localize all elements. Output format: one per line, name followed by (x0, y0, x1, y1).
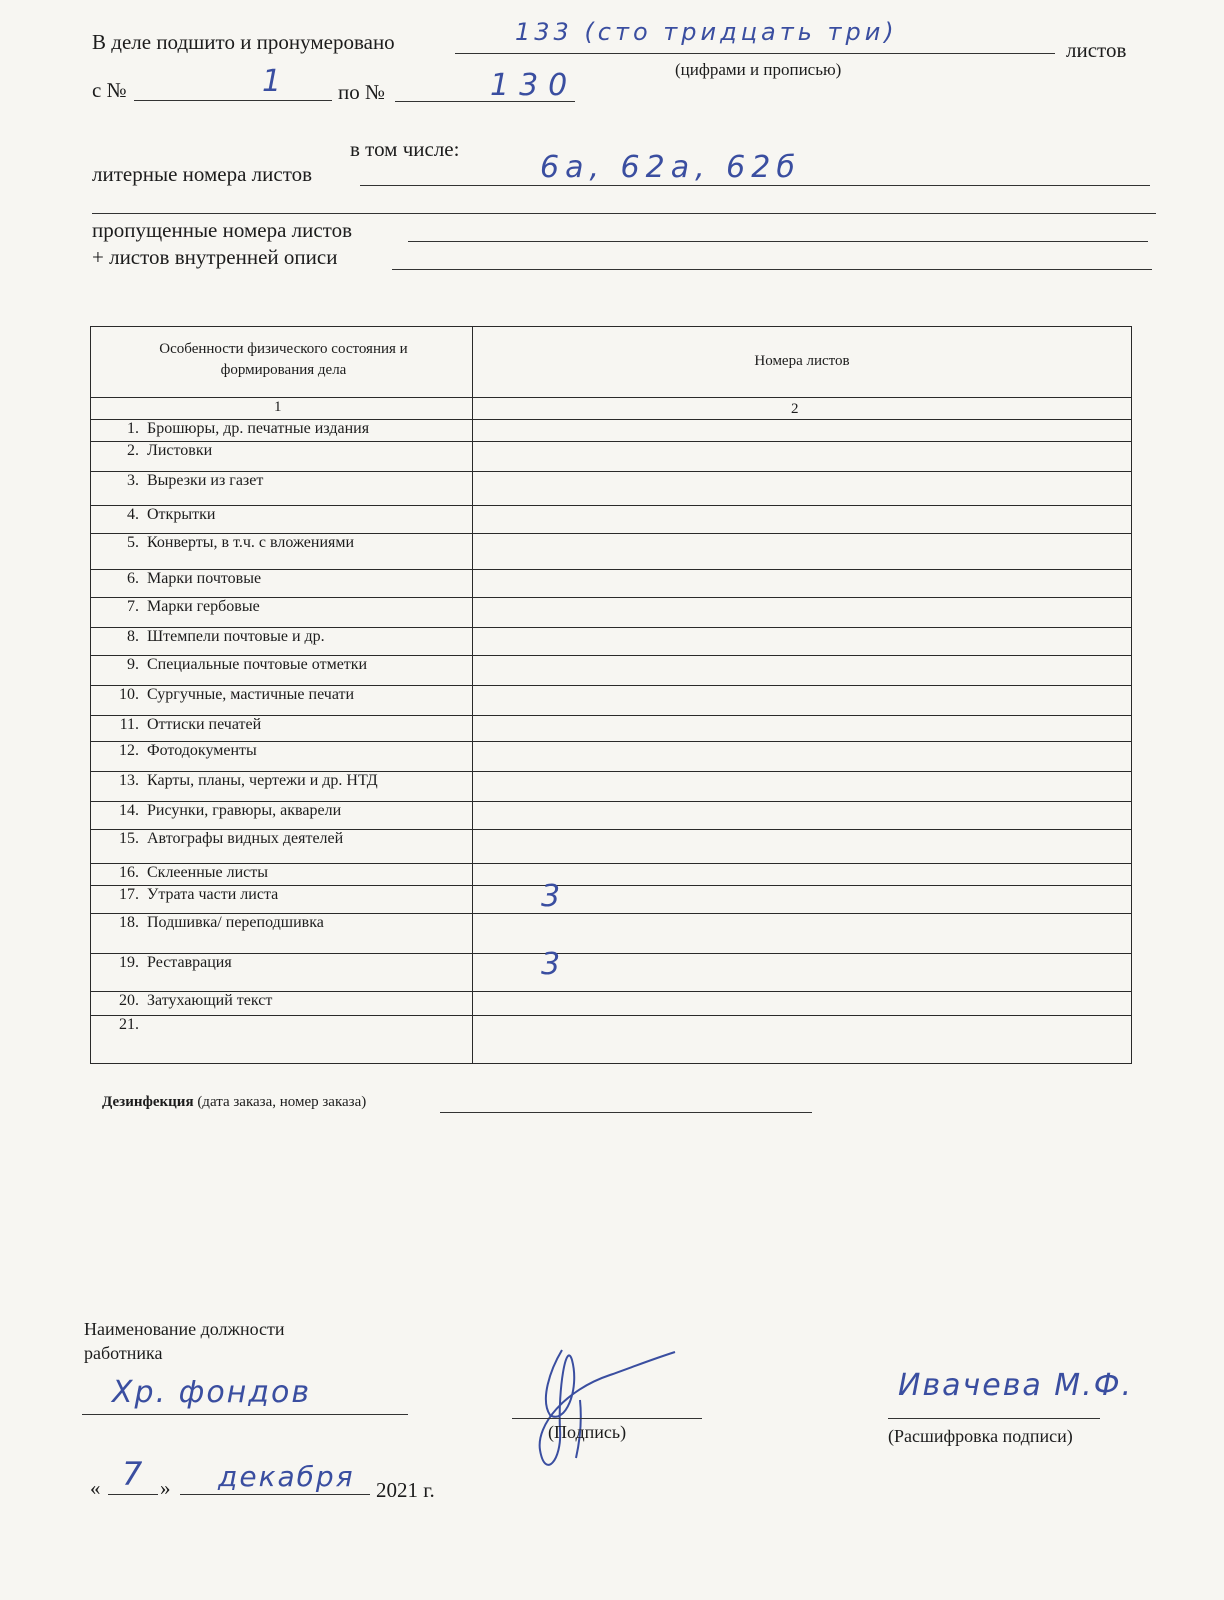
from-value: 1 (262, 64, 286, 99)
including-label: в том числе: (350, 137, 460, 161)
row-text: Марки почтовые (147, 570, 262, 587)
row-number: 4. (127, 506, 139, 523)
table-row (91, 627, 1131, 656)
row-text: Рисунки, гравюры, акварели (147, 802, 342, 819)
sheets-label: листов (1066, 38, 1127, 62)
table-row (91, 801, 1131, 830)
row-sheet-numbers: 3 (541, 947, 561, 982)
row-sheet-numbers: 3 (541, 879, 561, 914)
signature-line (512, 1418, 702, 1419)
missing-label: пропущенные номера листов (92, 218, 352, 242)
table-row (91, 771, 1131, 802)
table-row (91, 913, 1131, 954)
date-day: 7 (122, 1455, 147, 1493)
row-text: Карты, планы, чертежи и др. НТД (147, 772, 378, 789)
sewn-hint: (цифрами и прописью) (675, 60, 842, 79)
row-number: 6. (127, 570, 139, 587)
decode-value: Ивачева М.Ф. (898, 1368, 1134, 1403)
decode-label: (Расшифровка подписи) (888, 1426, 1073, 1446)
table-row (91, 715, 1131, 742)
row-text: Склеенные листы (147, 864, 268, 881)
table-header (91, 327, 1131, 398)
col1-number: 1 (274, 399, 282, 415)
sewn-label: В деле подшито и пронумеровано (92, 30, 395, 54)
row-number: 19. (119, 954, 139, 971)
table-row (91, 419, 1131, 442)
table-row (91, 1015, 1131, 1037)
row-number: 5. (127, 534, 139, 551)
row-number: 21. (119, 1016, 139, 1033)
row-number: 1. (127, 420, 139, 437)
row-text: Листовки (147, 442, 213, 459)
row-number: 8. (127, 628, 139, 645)
disinfection-label (102, 1094, 366, 1111)
row-number: 15. (119, 830, 139, 847)
row-number: 7. (127, 598, 139, 615)
position-label: Наименование должности работника (84, 1319, 285, 1363)
from-line (134, 100, 332, 101)
from-label: с № (92, 78, 127, 102)
sewn-value: 133 (сто тридцать три) (515, 18, 898, 46)
row-number: 11. (119, 716, 139, 733)
row-text: Автографы видных деятелей (147, 830, 344, 847)
column-numbers-row (91, 397, 1131, 420)
inner-label: + листов внутренней описи (92, 245, 338, 269)
row-text: Брошюры, др. печатные издания (147, 420, 370, 437)
row-number: 16. (119, 864, 139, 881)
row-number: 2. (127, 442, 139, 459)
table-row (91, 597, 1131, 628)
row-text: Подшивка/ переподшивка (147, 914, 324, 931)
row-text: Марки гербовые (147, 598, 260, 615)
blank-line (92, 213, 1156, 214)
row-number: 9. (127, 656, 139, 673)
table-row (91, 505, 1131, 534)
table-row (91, 655, 1131, 686)
row-number: 3. (127, 472, 139, 489)
disinfection-rest: (дата заказа, номер заказа) (197, 1094, 367, 1110)
disinfection-bold: Дезинфекция (102, 1094, 194, 1110)
missing-line (408, 241, 1148, 242)
row-text: Фотодокументы (147, 742, 257, 759)
table-row (91, 947, 1131, 992)
table-row (91, 879, 1131, 914)
date-day-line (108, 1494, 158, 1495)
row-text: Вырезки из газет (147, 472, 264, 489)
row-number: 18. (119, 914, 139, 931)
position-line (82, 1414, 408, 1415)
to-label: по № (338, 80, 386, 104)
date-month: декабря (218, 1460, 355, 1493)
date-year: 2021 г. (376, 1478, 435, 1502)
table-row (91, 441, 1131, 472)
row-text: Специальные почтовые отметки (147, 656, 368, 673)
disinfection-line (440, 1112, 812, 1113)
table-row (91, 533, 1131, 570)
letter-label: литерные номера листов (92, 162, 313, 186)
table-row (91, 829, 1131, 864)
position-value: Хр. фондов (112, 1375, 312, 1410)
row-text: Конверты, в т.ч. с вложениями (147, 534, 355, 551)
column-divider (472, 327, 473, 1063)
table-row (91, 863, 1131, 886)
row-number: 12. (119, 742, 139, 759)
row-text: Затухающий текст (147, 992, 273, 1009)
physical-state-table (90, 326, 1132, 1064)
date-close: » (160, 1476, 171, 1500)
row-number: 13. (119, 772, 139, 789)
letter-line (360, 185, 1150, 186)
row-text: Утрата части листа (147, 886, 279, 903)
sewn-line (455, 53, 1055, 54)
row-text: Штемпели почтовые и др. (147, 628, 325, 645)
col2-header: Номера листов (754, 353, 850, 369)
col1-header: Особенности физического состояния и формирования дела (159, 341, 408, 378)
table-row (91, 685, 1131, 716)
decode-line (888, 1418, 1100, 1419)
inner-line (392, 269, 1152, 270)
table-row (91, 471, 1131, 506)
row-text: Сургучные, мастичные печати (147, 686, 355, 703)
row-number: 14. (119, 802, 139, 819)
row-number: 20. (119, 992, 139, 1009)
table-row (91, 569, 1131, 598)
row-text: Реставрация (147, 954, 232, 971)
date-open: « (90, 1476, 101, 1500)
to-value: 130 (490, 68, 578, 103)
row-text: Оттиски печатей (147, 716, 262, 733)
table-row (91, 741, 1131, 772)
col2-number: 2 (791, 401, 799, 417)
date-month-line (180, 1494, 370, 1495)
table-row (91, 991, 1131, 1016)
row-number: 17. (119, 886, 139, 903)
signature-label: (Подпись) (548, 1422, 627, 1442)
row-number: 10. (119, 686, 139, 703)
row-text: Открытки (147, 506, 216, 523)
letter-value: 6а, 62а, 62б (540, 150, 801, 185)
